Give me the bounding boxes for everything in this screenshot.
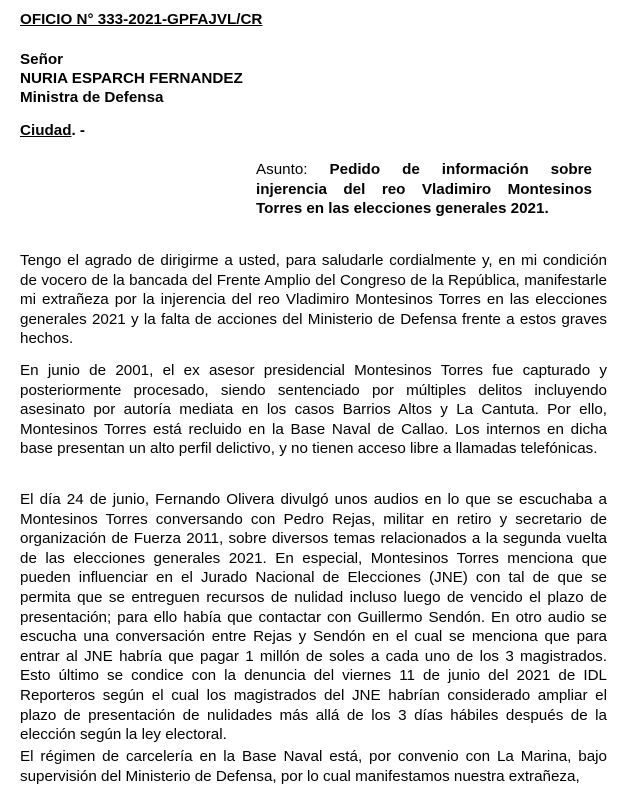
body-paragraph-2: En junio de 2001, el ex asesor presidencial Montesinos Torres fue capturado y posteriormente procesado, siendo sentenciado por múltiples delitos incluyendo asesinato por autoría mediata en los casos Barrios Altos y La Cantuta. Por ello, Montesinos Torres está recluido en la Base Naval de Callao. Los internos en dicha base presentan un alto perfil delictivo, y no tienen acceso libre a llamadas telefónicas. bbox=[20, 362, 607, 458]
document-reference: OFICIO N° 333-2021-GPFAJVL/CR bbox=[20, 11, 263, 28]
recipient-name: NURIA ESPARCH FERNANDEZ bbox=[20, 70, 243, 87]
subject-text: Pedido de información sobre injerencia del reo Vladimiro Montesinos Torres en las elecciones generales 2021. bbox=[256, 161, 592, 217]
subject-label: Asunto bbox=[256, 161, 304, 178]
subject-block bbox=[256, 160, 592, 219]
body-paragraph-1: Tengo el agrado de dirigirme a usted, para saludarle cordialmente y, en mi condición de vocero de la bancada del Frente Amplio del Congreso de la República, manifestarle mi extrañeza por la injerencia del reo Vladimiro Montesinos Torres en las elecciones generales 2021 y la falta de acciones del Ministerio de Defensa frente a estos graves hechos. bbox=[20, 252, 607, 348]
subject-colon: : bbox=[303, 161, 308, 178]
recipient-title: Ministra de Defensa bbox=[20, 89, 164, 106]
salutation: Señor bbox=[20, 51, 64, 68]
body-paragraph-4: El régimen de carcelería en la Base Naval está, por convenio con La Marina, bajo supervisión del Ministerio de Defensa, por lo cual manifestamos nuestra extrañeza, bbox=[20, 748, 607, 785]
city-line bbox=[20, 121, 85, 141]
city-label: Ciudad bbox=[20, 122, 72, 139]
body-paragraph-3: El día 24 de junio, Fernando Olivera divulgó unos audios en lo que se escuchaba a Montesinos Torres conversando con Pedro Rejas, militar en retiro y secretario de organización de Fuerza 2011, sobre diversos temas relacionados a la segunda vuelta de las elecciones generales 2021. En especial, Montesinos Torres menciona que pueden influenciar en el Jurado Nacional de Elecciones (JNE) con tal de que se permita que se entreguen recursos de nulidad incluso luego de vencido el plazo de presentación; para ello había que contactar con Guillermo Sendón. En otro audio se escucha una conversación entre Rejas y Sendón en el cual se menciona que para entrar al JNE habría que pagar 1 millón de soles a cada uno de los 3 magistrados. Esto último se condice con la denuncia del viernes 11 de junio del 2021 de IDL Reporteros según el cual los magistrados del JNE habrían considerado ampliar el plazo de presentación de nulidades más allá de los 3 días hábiles después de la elección según la ley electoral. bbox=[20, 491, 607, 744]
city-suffix: . - bbox=[71, 122, 85, 139]
recipient-block bbox=[20, 50, 243, 107]
